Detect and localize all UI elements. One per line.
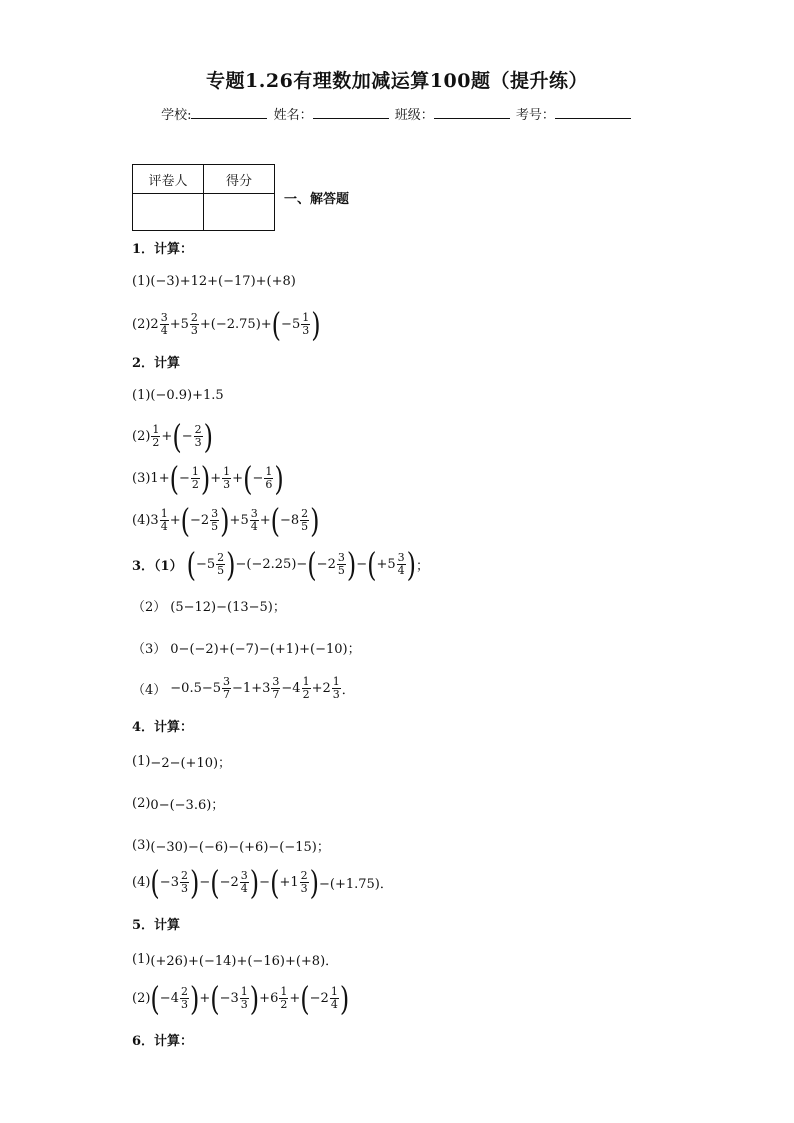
- expression: −(−2.25)−: [235, 557, 308, 572]
- name-blank: [313, 106, 389, 119]
- part-label: （2）: [132, 600, 167, 615]
- expression: −0.5−: [170, 681, 213, 696]
- punctuation: ．: [341, 683, 355, 698]
- part-label: （3）: [132, 642, 167, 657]
- fraction: 3 7: [223, 675, 231, 701]
- expression: 0−(−3.6)；: [150, 798, 225, 813]
- part-label: (2): [132, 991, 151, 1006]
- fraction: 1 2: [302, 675, 310, 701]
- question-2-part-3: [132, 459, 284, 498]
- fraction: $\frac{1}{3}$: [223, 465, 231, 491]
- expression: (−0.9)+1.5: [150, 388, 224, 403]
- student-info-row: [0, 104, 794, 123]
- question-3-part-3: [132, 638, 361, 657]
- part-label: (1): [132, 754, 151, 769]
- part-label: (2): [132, 796, 151, 811]
- fraction: 1 3: [332, 675, 340, 701]
- operator: −: [259, 875, 271, 890]
- question-2-label: 2．计算: [132, 356, 181, 371]
- operator: +: [259, 513, 271, 528]
- expression: (−3)+12+(−17)+(+8): [150, 274, 296, 289]
- part-label: （4）: [132, 683, 167, 698]
- question-5-label: 5．计算: [132, 918, 181, 933]
- whole: 4: [292, 681, 301, 696]
- part-label: (1): [132, 952, 151, 967]
- question-4-part-1: [132, 752, 231, 771]
- paren-group: ( −3 1 3 ): [210, 979, 260, 1018]
- paren-group: ( −5 1 3 ): [271, 305, 321, 344]
- part-label: (3): [132, 471, 151, 486]
- class-blank: [434, 106, 510, 119]
- expression: −1+: [232, 681, 263, 696]
- section-heading: 一、解答题: [284, 192, 350, 207]
- whole: 6: [270, 991, 279, 1006]
- whole: 5: [240, 513, 249, 528]
- whole: 3: [150, 513, 159, 528]
- question-1-part-1: [132, 274, 296, 289]
- paren-group: ( − $\frac{2}{3}$ ): [172, 417, 213, 456]
- paren-group: ( − $\frac{1}{2}$ ): [169, 459, 211, 498]
- expression: 1+: [150, 471, 170, 486]
- whole: 2: [322, 681, 331, 696]
- fraction: 3 4: [160, 311, 168, 337]
- part-label: 3．（1）: [132, 559, 183, 574]
- part-label: (3): [132, 838, 151, 853]
- score-cell: [204, 194, 275, 231]
- page-title: 专题1.26有理数加减运算100题（提升练）: [206, 70, 588, 92]
- question-3-part-1: [132, 545, 430, 584]
- question-3-part-4: [132, 676, 355, 701]
- expression: −(+1.75)．: [319, 877, 393, 892]
- school-label: 学校:: [161, 108, 192, 123]
- paren-group: ( −2 3 5 ): [180, 501, 230, 540]
- paren-group: ( +1 2 3 ): [270, 863, 319, 902]
- paren-group: ( −4 2 3 ): [150, 979, 200, 1018]
- expression: (−30)−(−6)−(+6)−(−15)；: [150, 840, 330, 855]
- name-label: 姓名：: [273, 108, 313, 123]
- question-4-label: 4．计算：: [132, 720, 194, 735]
- part-label: (4): [132, 513, 151, 528]
- paren-group: ( −8 2 5 ): [270, 501, 320, 540]
- fraction: 1 4: [160, 507, 168, 533]
- question-4-part-4: [132, 863, 393, 902]
- operator: +: [232, 471, 244, 486]
- fraction: 2 3: [190, 311, 198, 337]
- question-2-part-4: [132, 501, 320, 540]
- paren-group: ( −5 2 5 ): [186, 545, 236, 584]
- question-4-part-3: [132, 836, 330, 855]
- paren-group: ( +5 3 4 ): [367, 545, 417, 584]
- whole: 5: [180, 317, 189, 332]
- fraction: 1 2: [152, 423, 160, 449]
- part-label: (2): [132, 429, 151, 444]
- expression: −2−(+10)；: [150, 756, 232, 771]
- number-blank: [555, 106, 631, 119]
- question-1-part-2: [132, 305, 321, 344]
- number-label: 考号：: [515, 108, 555, 123]
- operator: +: [229, 513, 241, 528]
- whole: 3: [262, 681, 271, 696]
- whole: 5: [212, 681, 222, 696]
- operator: +: [289, 991, 301, 1006]
- part-label: (2): [132, 317, 151, 332]
- fraction: 1 2: [280, 985, 288, 1011]
- question-6-label: 6．计算：: [132, 1034, 194, 1049]
- paren-group: ( −3 2 3 ): [150, 863, 200, 902]
- question-5-part-2: [132, 979, 350, 1018]
- grader-table: [132, 164, 275, 231]
- part-label: (1): [132, 274, 151, 289]
- operator: +: [169, 513, 181, 528]
- question-2-part-2: (2) 1 2 + ( − $\frac{2}{3}$ ): [132, 417, 213, 456]
- paren-group: ( −2 3 5 ): [307, 545, 357, 584]
- question-5-part-1: [132, 950, 338, 969]
- class-label: 班级：: [394, 108, 434, 123]
- question-2-part-1: [132, 388, 224, 403]
- operator: +: [311, 681, 323, 696]
- operator: +: [210, 471, 222, 486]
- operator: −: [199, 875, 211, 890]
- operator: −: [281, 681, 293, 696]
- score-header: 得分: [204, 165, 275, 194]
- expression: (5−12)−(13−5)；: [170, 600, 286, 615]
- question-3-part-2: [132, 596, 286, 615]
- punctuation: ；: [416, 559, 430, 574]
- school-blank: [191, 106, 267, 119]
- grader-cell: [133, 194, 204, 231]
- fraction: 3 7: [272, 675, 280, 701]
- paren-group: ( −2 3 4 ): [210, 863, 260, 902]
- part-label: (4): [132, 875, 151, 890]
- question-1-label: 1．计算：: [132, 242, 194, 257]
- operator: +: [259, 991, 271, 1006]
- expression: +(−2.75)+: [199, 317, 272, 332]
- paren-group: ( − $\frac{1}{6}$ ): [243, 459, 284, 498]
- fraction: 3 4: [250, 507, 258, 533]
- operator: +: [199, 991, 211, 1006]
- paren-group: ( −2 1 4 ): [300, 979, 350, 1018]
- whole: 2: [150, 317, 159, 332]
- expression: 0−(−2)+(−7)−(+1)+(−10)；: [170, 642, 361, 657]
- operator: −: [356, 557, 368, 572]
- part-label: (1): [132, 388, 151, 403]
- grader-header: 评卷人: [133, 165, 204, 194]
- expression: (+26)+(−14)+(−16)+(+8)．: [150, 954, 339, 969]
- operator: +: [169, 317, 181, 332]
- question-4-part-2: [132, 794, 224, 813]
